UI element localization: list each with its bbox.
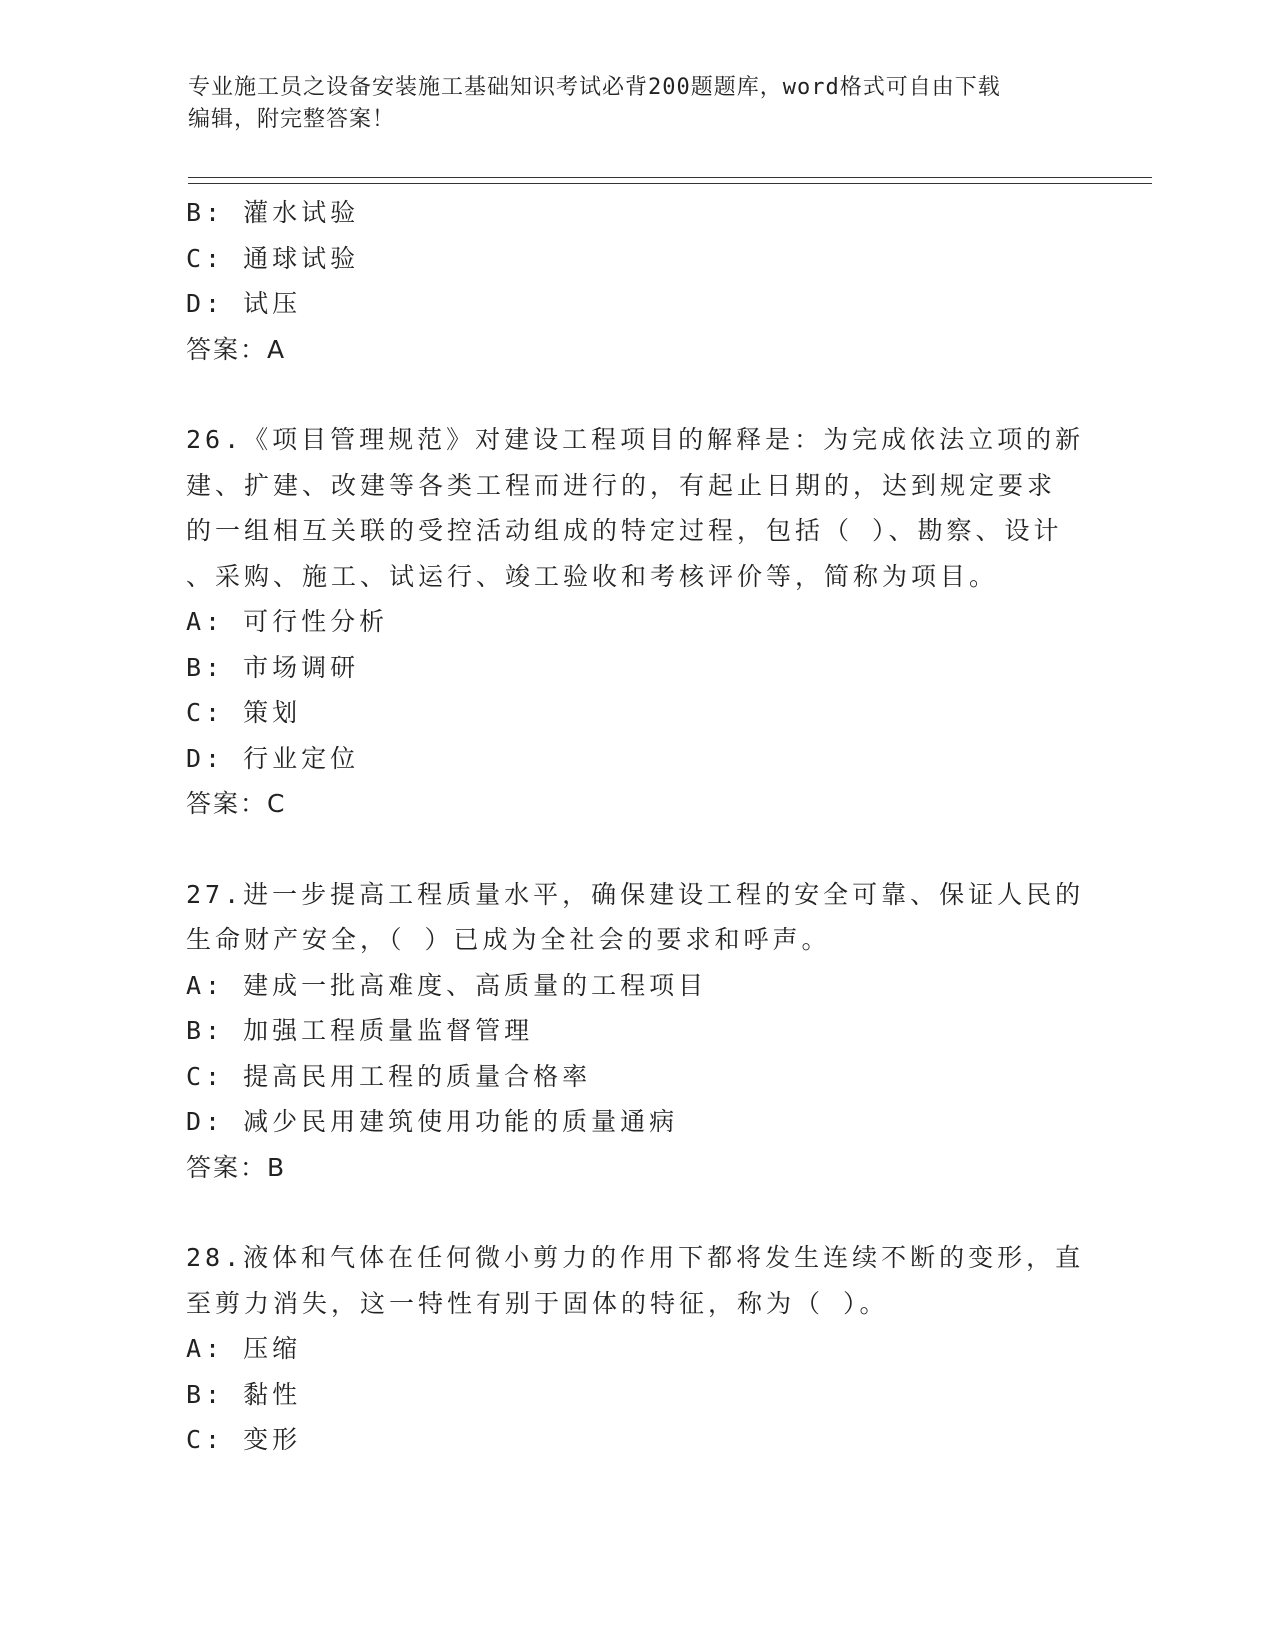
option-d: D: 行业定位 xyxy=(186,743,360,773)
question-spacer xyxy=(186,1190,1086,1235)
stem-line: 的一组相互关联的受控活动组成的特定过程，包括（ ）、勘察、设计 xyxy=(186,516,1063,545)
question-25-tail xyxy=(186,190,1086,372)
question-26 xyxy=(186,417,1086,827)
document-header xyxy=(188,72,1088,136)
stem-line: 27.进一步提高工程质量水平，确保建设工程的安全可靠、保证人民的 xyxy=(186,879,1085,909)
option-d: D: 试压 xyxy=(186,289,302,318)
option-c: C: 策划 xyxy=(186,698,302,727)
option-b: B: 黏性 xyxy=(186,1379,302,1409)
option-b: B: 加强工程质量监督管理 xyxy=(186,1016,534,1045)
option-b: B: 灌水试验 xyxy=(186,198,360,227)
option-a: A: 压缩 xyxy=(186,1334,302,1363)
option-c: C: 变形 xyxy=(186,1425,302,1454)
question-list xyxy=(186,190,1086,1463)
header-line-2: 编辑，附完整答案！ xyxy=(188,107,396,132)
stem-line: 28.液体和气体在任何微小剪力的作用下都将发生连续不断的变形，直 xyxy=(186,1243,1085,1272)
stem-line: 26.《项目管理规范》对建设工程项目的解释是：为完成依法立项的新 xyxy=(186,425,1085,454)
question-spacer xyxy=(186,827,1086,872)
answer-line: 答案：B xyxy=(186,1152,287,1182)
question-27 xyxy=(186,872,1086,1191)
question-stem xyxy=(186,1235,1086,1326)
question-stem xyxy=(186,872,1086,963)
question-spacer xyxy=(186,372,1086,417)
header-divider-bottom xyxy=(188,183,1152,184)
option-b: B: 市场调研 xyxy=(186,652,360,682)
question-stem xyxy=(186,417,1086,599)
question-28 xyxy=(186,1235,1086,1463)
stem-line: 至剪力消失，这一特性有别于固体的特征，称为（ ）。 xyxy=(186,1288,889,1318)
stem-line: 生命财产安全，（ ）已成为全社会的要求和呼声。 xyxy=(186,925,831,954)
answer-line: 答案：A xyxy=(186,334,287,364)
option-a: A: 建成一批高难度、高质量的工程项目 xyxy=(186,970,708,1000)
stem-line: 、采购、施工、试运行、竣工验收和考核评价等，简称为项目。 xyxy=(186,561,999,591)
header-divider-top xyxy=(188,177,1152,178)
option-d: D: 减少民用建筑使用功能的质量通病 xyxy=(186,1107,679,1136)
option-a: A: 可行性分析 xyxy=(186,607,389,636)
option-c: C: 提高民用工程的质量合格率 xyxy=(186,1061,592,1091)
stem-line: 建、扩建、改建等各类工程而进行的，有起止日期的，达到规定要求 xyxy=(186,470,1057,500)
option-c: C: 通球试验 xyxy=(186,243,360,273)
answer-line: 答案：C xyxy=(186,789,287,818)
header-line-1: 专业施工员之设备安装施工基础知识考试必背200题题库，word格式可自由下载 xyxy=(188,75,1001,100)
